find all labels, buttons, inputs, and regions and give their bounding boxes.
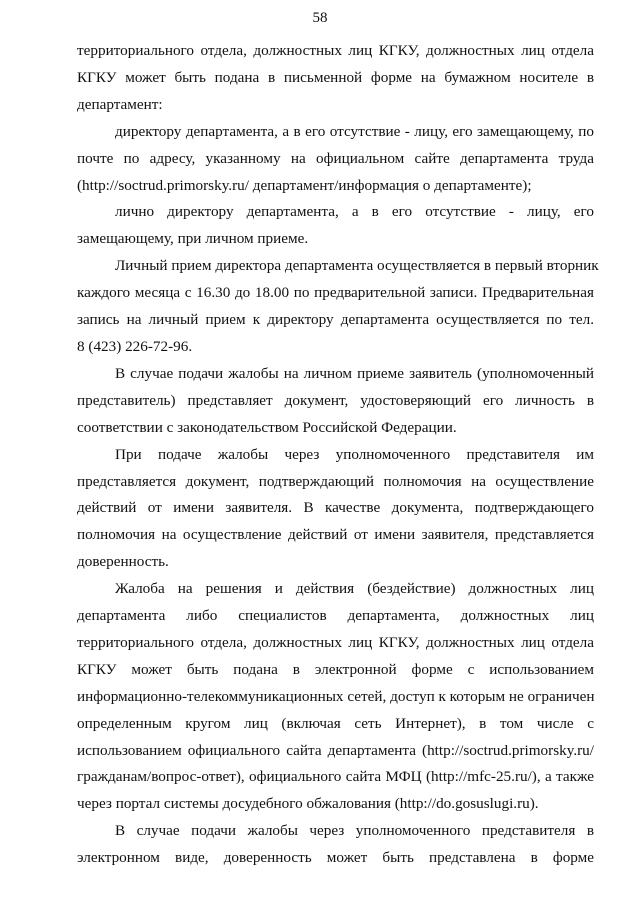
paragraph (77, 119, 594, 200)
text-line: 8 (423) 226-72-96. (77, 337, 193, 355)
paragraph (77, 199, 594, 253)
text-line: соответствии с законодательством Российской Федерации. (77, 418, 457, 436)
text-line: территориального отдела, должностных лиц КГКУ, должностных лиц отдела (77, 42, 594, 59)
text-line: определенным кругом лиц (включая сеть Интернет), в том числе с (77, 714, 594, 732)
text-line: полномочия на осуществление действий от имени заявителя, представляется (77, 526, 594, 544)
text-line: В случае подачи жалобы на личном приеме заявитель (уполномоченный (115, 364, 594, 382)
text-line: КГКУ может быть подана в электронной форме с использованием (77, 660, 594, 678)
text-line: замещающему, при личном приеме. (77, 230, 309, 248)
text-line: через портал системы досудебного обжалования (http://do.gosuslugi.ru). (77, 795, 539, 813)
text-line: В случае подачи жалобы через уполномоченного представителя в (115, 822, 594, 840)
text-line: представитель) представляет документ, удостоверяющий его личность в (77, 391, 594, 409)
text-line: почте по адресу, указанному на официальном сайте департамента труда (77, 149, 594, 167)
text-line: информационно-телекоммуникационных сетей, доступ к которым не ограничен (77, 687, 595, 705)
paragraph (77, 361, 594, 442)
text-line: лично директору департамента, а в его отсутствие - лицу, его (115, 203, 594, 221)
paragraph (77, 442, 594, 577)
text-line: При подаче жалобы через уполномоченного представителя им (115, 445, 594, 463)
text-line: каждого месяца с 16.30 до 18.00 по предварительной записи. Предварительная (77, 284, 594, 302)
text-line: (http://soctrud.primorsky.ru/ департамент/информация о департаменте); (77, 176, 532, 194)
text-line: директору департамента, а в его отсутствие - лицу, его замещающему, по (115, 122, 594, 140)
text-line: использованием официального сайта департамента (http://soctrud.primorsky.ru/ (77, 741, 594, 759)
text-line: территориального отдела, должностных лиц КГКУ, должностных лиц отдела (77, 633, 594, 651)
text-line: действий от имени заявителя. В качестве документа, подтверждающего (77, 499, 594, 517)
page-number: 58 (312, 10, 328, 26)
text-line: департамент: (77, 95, 163, 113)
text-line: Личный прием директора департамента осуществляется в первый вторник (115, 257, 599, 275)
document-body (77, 38, 599, 872)
text-line: департамента либо специалистов департамента, должностных лиц (77, 607, 594, 625)
text-line: представляется документ, подтверждающий полномочия на осуществление (77, 472, 594, 490)
paragraph (77, 818, 594, 872)
text-line: доверенность. (77, 553, 169, 571)
text-line: запись на личный прием к директору департамента осуществляется по тел. (77, 311, 594, 329)
paragraph (77, 38, 594, 119)
text-line: электронном виде, доверенность может быть представлена в форме (77, 849, 594, 867)
text-line: КГКУ может быть подана в письменной форме на бумажном носителе в (77, 68, 594, 86)
text-line: Жалоба на решения и действия (бездействие) должностных лиц (115, 580, 594, 598)
paragraph (77, 253, 599, 361)
paragraph (77, 576, 594, 818)
text-line: гражданам/вопрос-ответ), официального сайта МФЦ (http://mfc-25.ru/), а также (77, 768, 594, 786)
